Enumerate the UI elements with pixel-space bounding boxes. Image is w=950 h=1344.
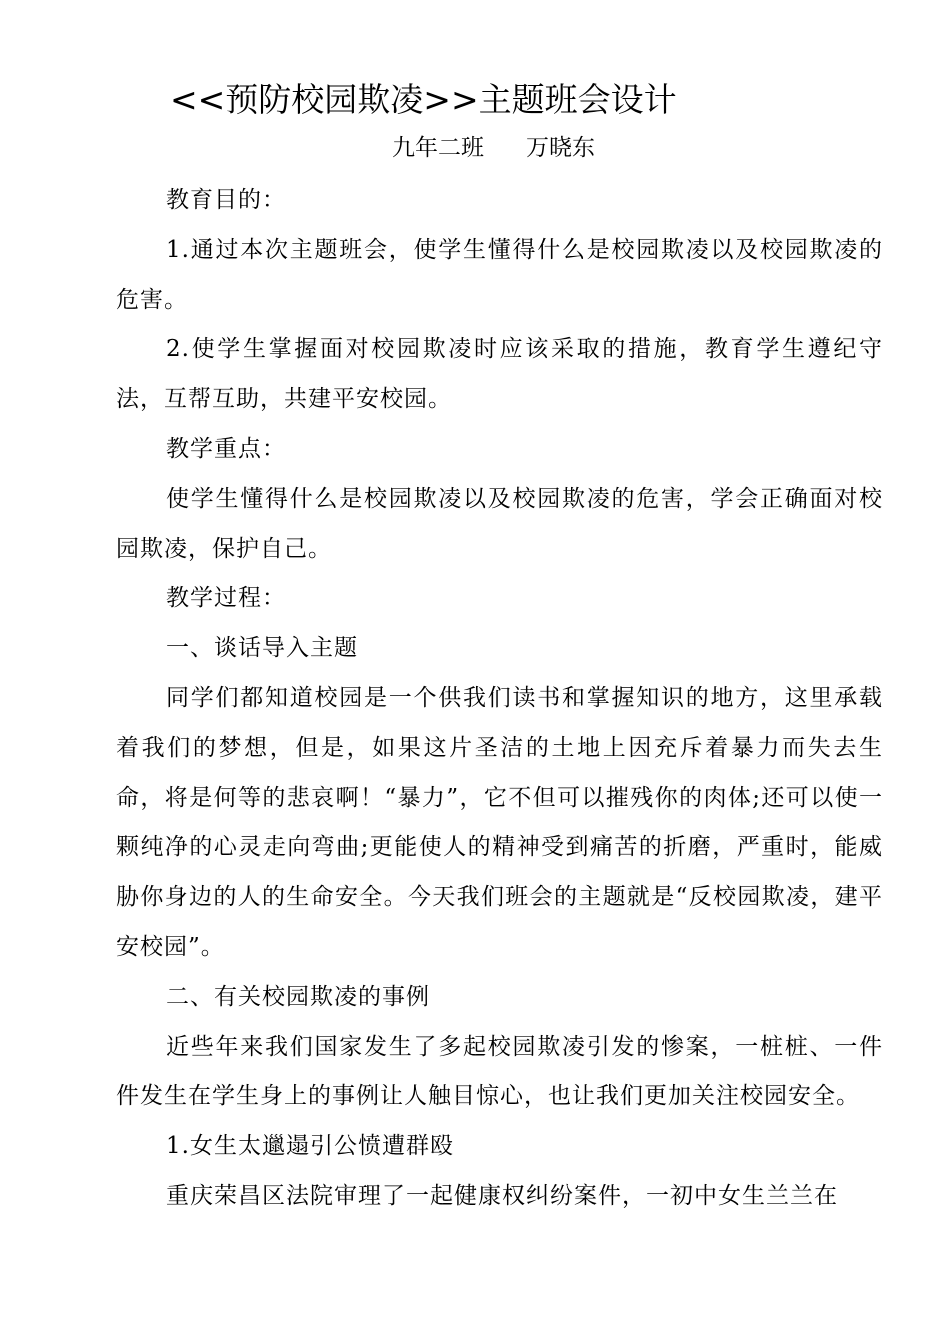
heading-teaching-process: 教学过程：	[166, 585, 286, 612]
author-name: 万晓东	[526, 135, 595, 161]
heading-education-goals: 教育目的：	[166, 187, 286, 213]
class-name: 九年二班	[392, 135, 484, 161]
cases-paragraph: 近些年来我们国家发生了多起校园欺凌引发的惨案，一桩桩、一件件发生在学生身上的事例让人触目惊心，也让我们更加关注校园安全。	[116, 1033, 883, 1110]
heading-teaching-focus: 教学重点：	[166, 435, 286, 462]
teaching-focus-text: 使学生懂得什么是校园欺凌以及校园欺凌的危害，学会正确面对校园欺凌，保护自己。	[116, 485, 883, 562]
section-heading-2: 二、有关校园欺凌的事例	[166, 983, 430, 1010]
intro-paragraph: 同学们都知道校园是一个供我们读书和掌握知识的地方，这里承载着我们的梦想，但是，如果这片圣洁的土地上因充斥着暴力而失去生命，将是何等的悲哀啊！“暴力”，它不但可以摧残你的肉体;还可以使一颗纯净的心灵走向弯曲;更能使人的精神受到痛苦的折磨，严重时，能威胁你身边的人的生命安全。今天我们班会的主题就是“反校园欺凌，建平安校园”。	[116, 684, 883, 960]
case-heading-1: 1.女生太邋遢引公愤遭群殴	[166, 1133, 454, 1160]
document-title: <<预防校园欺凌>>主题班会设计	[170, 80, 677, 119]
goal-item-1: 1.通过本次主题班会，使学生懂得什么是校园欺凌以及校园欺凌的危害。	[116, 236, 883, 313]
author-line	[392, 132, 595, 164]
document-body	[116, 176, 883, 1222]
section-heading-1: 一、谈话导入主题	[166, 635, 358, 662]
goal-item-2: 2.使学生掌握面对校园欺凌时应该采取的措施，教育学生遵纪守法，互帮互助，共建平安校园。	[116, 336, 883, 413]
case-paragraph-1: 重庆荣昌区法院审理了一起健康权纠纷案件，一初中女生兰兰在	[166, 1182, 838, 1209]
